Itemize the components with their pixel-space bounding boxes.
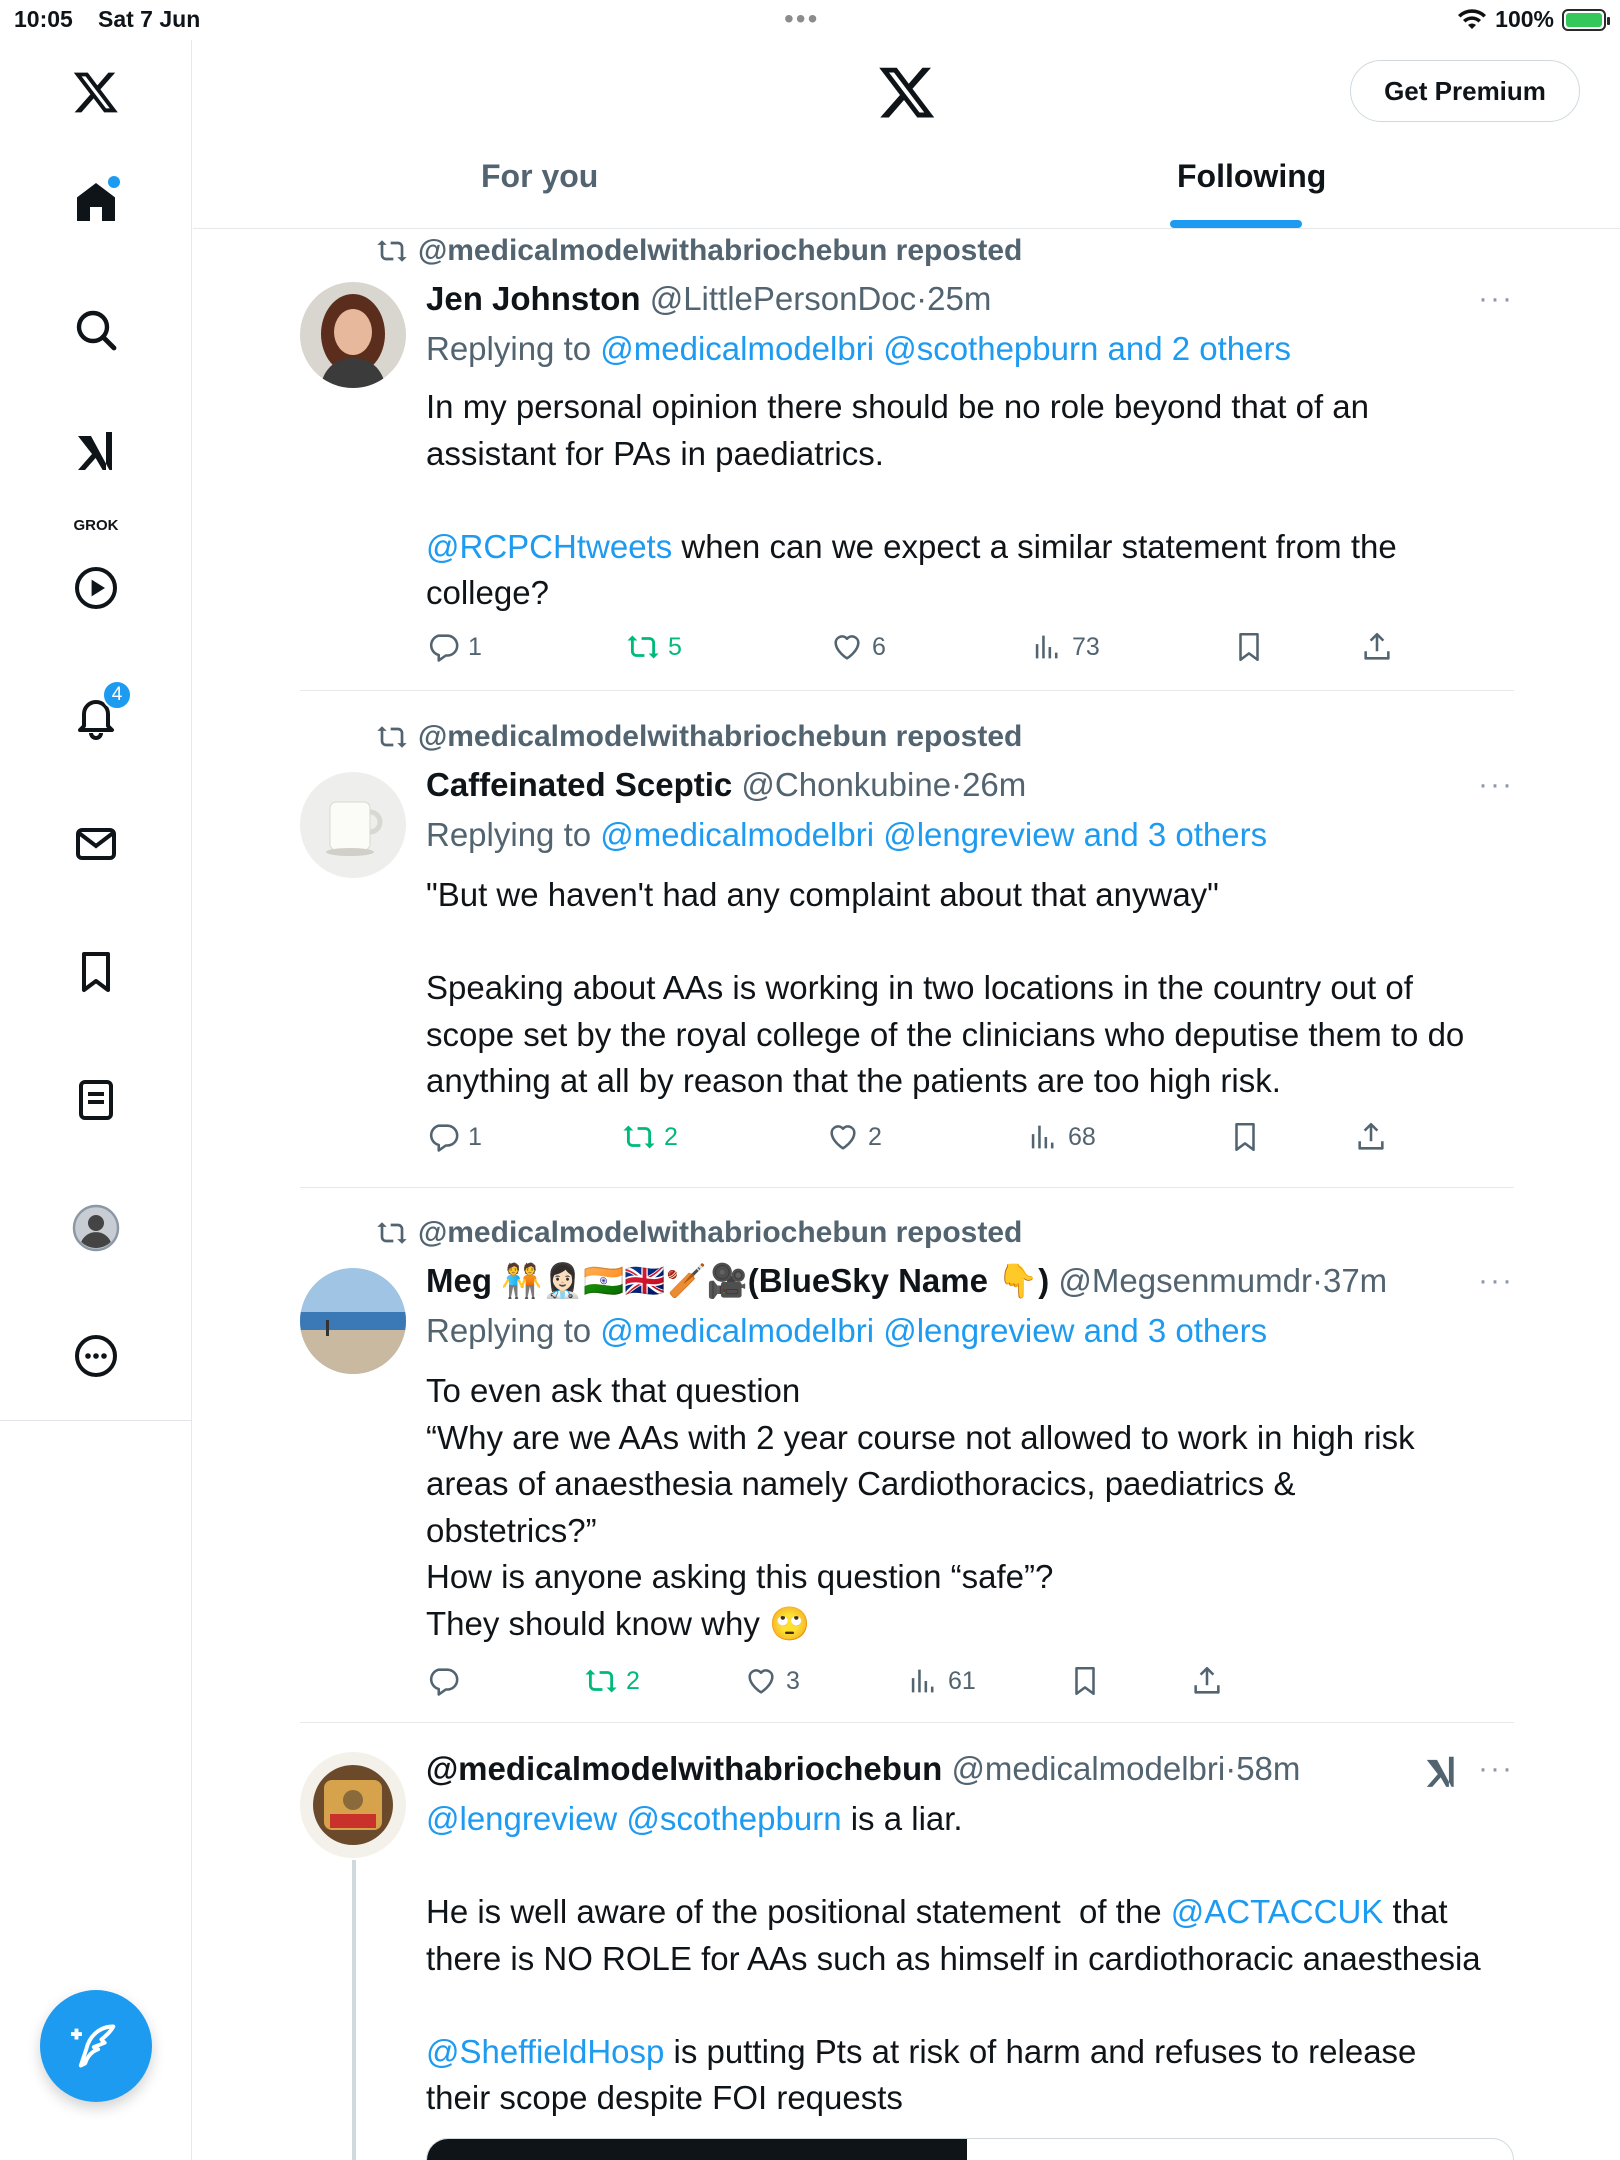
post-text [426,384,1514,617]
repost-button[interactable] [584,1664,640,1698]
views-count: 61 [948,1666,976,1695]
wifi-icon [1457,8,1487,32]
mention-link[interactable]: @ACTACCUK [1170,1893,1384,1930]
reply-prefix: Replying to [426,816,601,853]
heart-icon [826,1120,860,1154]
like-button[interactable] [744,1664,800,1698]
repost-icon [622,1120,656,1154]
reply-to-mentions[interactable]: @medicalmodelbri @lengreview and 3 others [600,1312,1268,1349]
views-chart-icon [1030,630,1064,664]
reply-button[interactable] [426,630,482,664]
more-options-icon[interactable]: ··· [1478,1264,1514,1297]
notifications-bell-icon[interactable] [66,686,126,746]
text-line: Speaking about AAs is working in two locations in the country out of [426,969,1413,1006]
repost-label: @medicalmodelwithabriochebun reposted [418,1216,1023,1249]
mention-link[interactable]: @RCPCHtweets [426,527,673,565]
text-line: obstetrics?” [426,1511,597,1549]
post-author-line: Caffeinated Sceptic @Chonkubine·26m [426,766,1027,803]
post-author-line: Meg 🧑‍🤝‍🧑👩🏻‍⚕️🇮🇳🇬🇧🏏🎥(BlueSky Name 👇) @Megsenmumdr·37m [426,1262,1388,1299]
battery-icon [1562,9,1606,31]
share-button[interactable] [1360,630,1394,664]
x-logo-icon[interactable] [877,62,937,122]
bookmark-icon [1228,1120,1262,1154]
post-actions [426,1120,1426,1160]
mention-link[interactable]: @SheffieldHosp [426,2032,665,2070]
post-divider [300,1187,1514,1188]
post-divider [300,1722,1514,1723]
bookmarks-icon[interactable] [66,942,126,1002]
status-bar [0,0,1620,40]
compose-post-button[interactable] [40,1990,152,2102]
text-fragment: when can we expect a similar statement from the [672,527,1397,565]
text-fragment: that [1383,1893,1448,1930]
like-count: 6 [872,632,886,661]
status-time: 10:05 [14,6,73,32]
author-handle[interactable]: @Megsenmumdr [1058,1262,1312,1299]
views-chart-icon [906,1664,940,1698]
share-button[interactable] [1354,1120,1388,1154]
reply-count: 1 [468,1122,482,1151]
views-count: 68 [1068,1122,1096,1151]
views-button[interactable] [1030,630,1100,664]
bookmark-icon [1232,630,1266,664]
post-text [426,872,1514,1105]
text-line: college? [426,574,549,611]
heart-icon [830,630,864,664]
text-line: assistant for PAs in paediatrics. [426,434,884,472]
reply-button[interactable] [426,1664,468,1698]
share-upload-icon [1360,630,1394,664]
post-actions [426,1664,1426,1704]
post-author-line: Jen Johnston @LittlePersonDoc·25m [426,280,992,317]
more-options-icon[interactable]: ··· [1478,1752,1514,1785]
grok-label: GROK [73,517,119,534]
battery-percent: 100% [1495,6,1554,32]
author-handle[interactable]: @LittlePersonDoc [649,280,917,317]
repost-header [376,720,1022,754]
more-options-icon[interactable]: ··· [1478,282,1514,315]
repost-button[interactable] [626,630,682,664]
multitasking-dots-icon[interactable]: ••• [784,3,820,34]
author-name[interactable]: Jen Johnston [426,280,641,317]
post-text [426,1368,1514,1647]
repost-header [376,1216,1022,1250]
thread-connector [352,1860,356,2160]
post-text [426,1796,1514,2122]
repost-count: 2 [626,1666,640,1695]
post-time[interactable]: 25m [927,280,992,317]
text-line: "But we haven't had any complaint about that anyway" [426,876,1219,913]
active-tab-indicator [1170,220,1302,228]
more-options-icon[interactable]: ··· [1478,768,1514,801]
repost-header [376,234,1022,268]
like-button[interactable] [830,630,886,664]
reply-icon [426,1120,460,1154]
like-count: 3 [786,1666,800,1695]
author-name[interactable]: @medicalmodelwithabriochebun [426,1750,943,1787]
share-button[interactable] [1190,1664,1224,1698]
text-line: scope set by the royal college of the clinicians who deputise them to do [426,1015,1465,1053]
text-line: In my personal opinion there should be no role beyond that of an [426,388,1369,425]
repost-icon [584,1664,618,1698]
reply-button[interactable] [426,1120,482,1154]
bookmark-button[interactable] [1228,1120,1262,1154]
replying-to [426,1312,1267,1350]
avatar[interactable] [300,1752,406,1858]
share-upload-icon [1354,1120,1388,1154]
avatar[interactable] [300,772,406,878]
reply-icon [426,1664,460,1698]
text-fragment: He is well aware of the positional statement of the [426,1893,1171,1930]
text-line: “Why are we AAs with 2 year course not allowed to work in high risk [426,1418,1415,1456]
avatar[interactable] [300,1268,406,1374]
avatar[interactable] [300,282,406,388]
repost-label: @medicalmodelwithabriochebun reposted [418,720,1023,753]
text-line: areas of anaesthesia namely Cardiothoracics, paediatrics & [426,1465,1296,1502]
reply-to-mentions[interactable]: @medicalmodelbri @scothepburn and 2 others [600,330,1291,367]
text-line: How is anyone asking this question “safe”? [426,1558,1054,1595]
replying-to [426,816,1267,854]
repost-icon [376,235,408,267]
post[interactable] [300,1216,1514,1696]
reply-icon [426,630,460,664]
search-icon[interactable] [66,300,126,360]
share-upload-icon [1190,1664,1224,1698]
author-name[interactable]: Caffeinated Sceptic [426,766,733,803]
x-logo-icon[interactable] [66,62,126,122]
text-line: They should know why 🙄 [426,1604,811,1642]
repost-button[interactable] [622,1120,678,1154]
post[interactable] [300,720,1514,1180]
status-right [1457,6,1606,33]
messages-mail-icon[interactable] [66,814,126,874]
home-icon[interactable] [66,172,126,232]
tab-for-you[interactable]: For you [481,158,599,194]
mention-link[interactable]: @lengreview @scothepburn [426,1800,842,1837]
replying-to [426,330,1291,368]
post-time[interactable]: 26m [962,766,1027,803]
text-line: anything at all by reason that the patients are too high risk. [426,1062,1281,1099]
repost-count: 2 [664,1122,678,1151]
bookmark-button[interactable] [1068,1664,1102,1698]
post[interactable] [300,1740,1514,2160]
like-count: 2 [868,1122,882,1151]
reply-count: 1 [468,632,482,661]
get-premium-button[interactable]: Get Premium [1350,60,1580,122]
bookmark-icon [1068,1664,1102,1698]
grok-post-icon[interactable] [1422,1752,1462,1792]
like-button[interactable] [826,1120,882,1154]
post-divider [300,690,1514,691]
views-button[interactable] [1026,1120,1096,1154]
status-date: Sat 7 Jun [98,6,201,32]
text-fragment: is a liar. [841,1800,963,1837]
repost-icon [376,1217,408,1249]
post-media-preview[interactable] [426,2138,1514,2160]
reply-prefix: Replying to [426,1312,601,1349]
more-options-circle-icon[interactable] [66,1326,126,1386]
lists-icon[interactable] [66,1070,126,1130]
reply-prefix: Replying to [426,330,601,367]
author-handle[interactable]: @Chonkubine [741,766,952,803]
video-play-icon[interactable] [66,558,126,618]
tab-following[interactable]: Following [1177,158,1327,194]
post-author-line: @medicalmodelwithabriochebun @medicalmodelbri·58m [426,1750,1301,1787]
views-chart-icon [1026,1120,1060,1154]
reply-to-mentions[interactable]: @medicalmodelbri @lengreview and 3 others [600,816,1268,853]
profile-avatar-icon[interactable] [66,1198,126,1258]
notifications-badge: 4 [102,680,132,710]
sidebar [0,40,192,2160]
views-count: 73 [1072,632,1100,661]
repost-label: @medicalmodelwithabriochebun reposted [418,234,1023,267]
repost-count: 5 [668,632,682,661]
text-line: there is NO ROLE for AAs such as himself in cardiothoracic anaesthesia [426,1939,1481,1977]
post-time[interactable]: 58m [1236,1750,1301,1787]
author-handle[interactable]: @medicalmodelbri [951,1750,1226,1787]
heart-icon [744,1664,778,1698]
grok-icon[interactable] [66,420,126,480]
compose-feather-icon [70,2020,122,2072]
bookmark-button[interactable] [1232,630,1266,664]
views-button[interactable] [906,1664,976,1698]
text-fragment: is putting Pts at risk of harm and refuses to release [664,2032,1417,2070]
timeline-header [193,40,1620,229]
home-new-dot [108,176,120,188]
repost-icon [626,630,660,664]
author-name[interactable]: Meg 🧑‍🤝‍🧑👩🏻‍⚕️🇮🇳🇬🇧🏏🎥(BlueSky Name 👇) [426,1262,1050,1299]
post-time[interactable]: 37m [1322,1262,1388,1299]
text-line: their scope despite FOI requests [426,2079,903,2116]
text-line: To even ask that question [426,1372,801,1409]
post[interactable] [300,230,1514,690]
post-actions [426,630,1426,670]
sidebar-divider [0,1420,192,1421]
repost-icon [376,721,408,753]
